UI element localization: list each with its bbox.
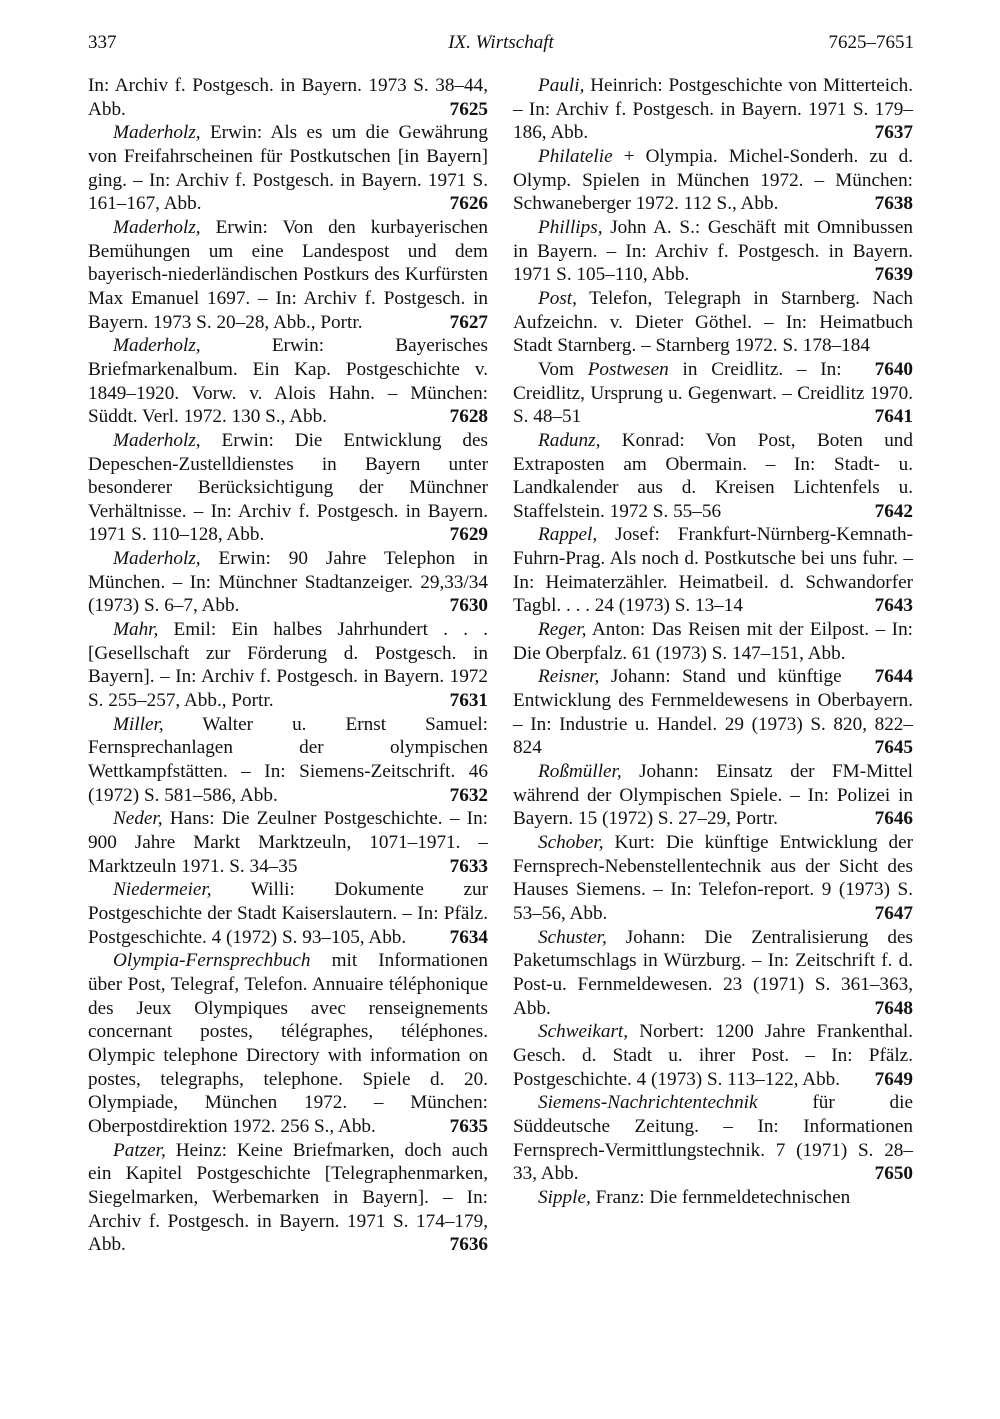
entry-lead: Maderholz, — [113, 122, 201, 144]
entry-number: 7638 — [874, 193, 913, 215]
entry-text: Walter u. Ernst Samuel: Fernsprechanlagen der olympischen Wettkampfstätten. – In: Siemens-Zeitschrift. 46 (1972) S. 581–586, Abb. — [88, 713, 488, 806]
entry-lead: Maderholz, — [113, 429, 201, 451]
bibliography-entry — [88, 878, 488, 949]
bibliography-entry — [513, 145, 913, 216]
entry-text: in Creidlitz. – In: Creidlitz, Ursprung u. Gegenwart. – Creidlitz 1970. S. 48–51 — [513, 358, 913, 428]
entry-number: 7641 — [874, 406, 913, 428]
entry-text: Erwin: Als es um die Gewährung von Freifahrscheinen für Postkutschen [in Bayern] ging. – In: Archiv f. Postgesch. in Bayern. 1971 S. 161–167, Abb. — [88, 122, 488, 215]
entry-number: 7626 — [449, 193, 488, 215]
bibliography-entry — [88, 618, 488, 713]
bibliography-entry — [513, 760, 913, 831]
entry-text: Kurt: Die künftige Entwicklung der Fernsprech-Nebenstellentechnik aus der Sicht des Hauses Siemens. – In: Telefon-report. 9 (1973) S. 53–56, Abb. — [513, 832, 913, 924]
entry-text: Vom — [538, 358, 588, 380]
entry-text: Telefon, Telegraph in Starnberg. Nach Aufzeichn. v. Dieter Göthel. – In: Heimatbuch Stadt Starnberg. – Starnberg 1972. S. 178–184 — [513, 287, 913, 357]
bibliography-entry — [513, 74, 913, 145]
entry-number: 7634 — [449, 926, 488, 948]
entry-number: 7649 — [874, 1068, 913, 1090]
entry-number: 7635 — [449, 1115, 488, 1137]
entry-lead: Mahr, — [113, 619, 159, 641]
entry-number: 7648 — [874, 997, 913, 1019]
entry-text: Konrad: Von Post, Boten und Extraposten am Obermain. – In: Stadt- u. Landkalender aus d. Kreisen Lichtenfels u. Staffelstein. 1972 S. 55–56 — [513, 429, 913, 522]
bibliography-entry — [513, 831, 913, 926]
entry-number: 7645 — [874, 737, 913, 759]
bibliography-entry — [513, 1020, 913, 1091]
entry-lead: Roßmüller, — [538, 761, 622, 783]
entry-number: 7637 — [874, 122, 913, 144]
entry-number: 7640 — [874, 358, 913, 380]
entry-number: 7636 — [449, 1234, 488, 1256]
entry-text: Erwin: Die Entwicklung des Depeschen-Zustelldienstes in Bayern unter besonderer Berücksichtigung der Münchner Verhältnisse. – In: Archiv f. Postgesch. in Bayern. 1971 S. 110–128, Abb. — [88, 429, 488, 546]
entry-lead: Maderholz, — [113, 548, 201, 570]
entry-range: 7625–7651 — [828, 32, 914, 53]
entry-text: Johann: Die Zentralisierung des Paketumschlags in Würzburg. – In: Zeitschrift f. d. Post-u. Fernmeldewesen. 23 (1971) S. 361–363, Abb. — [513, 926, 913, 1019]
entry-text: Josef: Frankfurt-Nürnberg-Kemnath-Fuhrn-Prag. Als noch d. Postkutsche bei uns fuhr. – In: Heimaterzähler. Heimatbeil. d. Schwandorfer Tagbl. . . . 24 (1973) S. 13–14 — [513, 524, 913, 617]
entry-lead: Siemens-Nachrichtentechnik — [538, 1092, 758, 1114]
entry-text: Johann: Einsatz der FM-Mittel während der Olympischen Spiele. – In: Polizei in Bayern. 15 (1972) S. 27–29, Portr. — [513, 761, 913, 830]
entry-text: Franz: Die fernmeldetechnischen — [590, 1186, 851, 1208]
entry-lead: Olympia-Fernsprechbuch — [113, 950, 311, 972]
bibliography-entry — [88, 334, 488, 429]
entry-lead: Niedermeier, — [113, 879, 212, 901]
entry-lead: Maderholz, — [113, 216, 201, 238]
entry-lead: Post, — [538, 287, 577, 309]
entry-lead: Reger, — [538, 619, 587, 641]
entry-lead: Rappel, — [538, 524, 598, 546]
entry-text: Erwin: Von den kurbayerischen Bemühungen um eine Landespost und dem bayerisch-niederländischen Postkurs des Kurfürsten Max Emanuel 1697. – In: Archiv f. Postgesch. in Bayern. 1973 S. 20–28, Abb., Portr. — [88, 216, 488, 333]
entry-number: 7646 — [874, 808, 913, 830]
entry-text: Erwin: Bayerisches Briefmarkenalbum. Ein Kap. Postgeschichte v. 1849–1920. Vorw. v. Alois Hahn. – München: Süddt. Verl. 1972. 130 S., Abb. — [88, 335, 488, 428]
entry-number: 7647 — [874, 902, 913, 924]
bibliography-entry — [88, 216, 488, 334]
bibliography-entry — [88, 1139, 488, 1257]
entry-text: + Olympia. Michel-Sonderh. zu d. Olymp. Spielen in München 1972. – München: Schwaneberger 1972. 112 S., Abb. — [513, 145, 913, 215]
entry-lead: Phillips, — [538, 216, 603, 238]
bibliography-entry — [513, 1186, 913, 1210]
entry-number: 7630 — [449, 595, 488, 617]
bibliography-entry — [513, 926, 913, 1021]
page-number: 337 — [88, 32, 117, 53]
right-column — [513, 74, 913, 1210]
entry-lead: Neder, — [113, 808, 163, 830]
entry-lead: Pauli, — [538, 75, 585, 96]
entry-text: John A. S.: Geschäft mit Omnibussen in Bayern. – In: Archiv f. Postgesch. in Bayern. 1971 S. 105–110, Abb. — [513, 216, 913, 286]
bibliography-entry — [88, 74, 488, 121]
entry-text: Emil: Ein halbes Jahrhundert . . . [Gesellschaft zur Förderung d. Postgesch. in Bayern]. – In: Archiv f. Postgesch. in Bayern. 1972 S. 255–257, Abb., Portr. — [88, 619, 488, 712]
entry-lead: Philatelie — [538, 145, 613, 167]
entry-text: Willi: Dokumente zur Postgeschichte der Stadt Kaiserslautern. – In: Pfälz. Postgeschichte. 4 (1972) S. 93–105, Abb. — [88, 879, 488, 948]
entry-text: für die Süddeutsche Zeitung. – In: Informationen Fernsprech-Vermittlungstechnik. 7 (1971) S. 28–33, Abb. — [513, 1092, 913, 1185]
entry-text: Hans: Die Zeulner Postgeschichte. – In: 900 Jahre Markt Marktzeuln, 1071–1971. – Marktzeuln 1971. S. 34–35 — [88, 808, 488, 877]
bibliography-entry — [88, 121, 488, 216]
entry-number: 7643 — [874, 595, 913, 617]
entry-number: 7644 — [874, 666, 913, 688]
entry-number: 7633 — [449, 855, 488, 877]
bibliography-entry — [88, 429, 488, 547]
entry-lead: Reisner, — [538, 666, 600, 688]
entry-lead: Miller, — [113, 713, 164, 735]
bibliography-entry — [513, 216, 913, 287]
entry-lead: Maderholz, — [113, 335, 201, 357]
entry-number: 7631 — [449, 690, 488, 712]
entry-text: Anton: Das Reisen mit der Eilpost. – In: Die Oberpfalz. 61 (1973) S. 147–151, Abb. — [513, 619, 913, 664]
entry-number: 7639 — [874, 264, 913, 286]
bibliography-entry — [88, 713, 488, 808]
entry-number: 7625 — [449, 98, 488, 120]
bibliography-entry — [88, 949, 488, 1138]
entry-number: 7632 — [449, 784, 488, 806]
entry-lead: Patzer, — [113, 1139, 166, 1161]
section-title: IX. Wirtschaft — [448, 32, 554, 53]
bibliography-entry — [88, 807, 488, 878]
bibliography-entry — [88, 547, 488, 618]
entry-lead: Sipple, — [538, 1186, 591, 1208]
entry-number: 7650 — [874, 1163, 913, 1185]
entry-lead: Postwesen — [587, 358, 669, 380]
entry-text: Johann: Stand und künftige Entwicklung des Fernmeldewesens in Oberbayern. – In: Industrie u. Handel. 29 (1973) S. 820, 822–824 — [513, 666, 913, 759]
entry-lead: Schober, — [538, 832, 604, 853]
entry-number: 7629 — [449, 524, 488, 546]
entry-number: 7642 — [874, 500, 913, 522]
entry-text: mit Informationen über Post, Telegraf, Telefon. Annuaire téléphonique des Jeux Olympiques avec renseignements concernant postes, télégraphes, téléphones. Olympic telephone Directory with information on postes, telegraphs, telephone. Spiele d. 20. Olympiade, München 1972. – München: Oberpostdirektion 1972. 256 S., Abb. — [88, 950, 488, 1137]
entry-text: Heinrich: Postgeschichte von Mitterteich. – In: Archiv f. Postgesch. in Bayern. 1971 S. 179–186, Abb. — [513, 75, 913, 144]
entry-lead: Radunz, — [538, 429, 601, 451]
entry-lead: Schweikart, — [538, 1021, 629, 1043]
bibliography-entry — [513, 523, 913, 618]
left-column — [88, 74, 488, 1257]
entry-number: 7628 — [449, 406, 488, 428]
entry-text: Norbert: 1200 Jahre Frankenthal. Gesch. d. Stadt u. ihrer Post. – In: Pfälz. Postgeschichte. 4 (1973) S. 113–122, Abb. — [513, 1021, 913, 1090]
entry-text: Erwin: 90 Jahre Telephon in München. – In: Münchner Stadtanzeiger. 29,33/34 (1973) S. 6–7, Abb. — [88, 548, 488, 617]
entry-lead: Schuster, — [538, 926, 607, 948]
entry-text: In: Archiv f. Postgesch. in Bayern. 1973 S. 38–44, Abb. — [88, 75, 488, 120]
bibliography-entry — [513, 429, 913, 524]
bibliography-entry — [513, 1091, 913, 1186]
entry-text: Heinz: Keine Briefmarken, doch auch ein Kapitel Postgeschichte [Telegraphenmarken, Siegelmarken, Werbemarken in Bayern]. – In: Archiv f. Postgesch. in Bayern. 1971 S. 174–179, Abb. — [88, 1139, 488, 1256]
entry-number: 7627 — [449, 311, 488, 333]
page-header — [88, 30, 914, 60]
